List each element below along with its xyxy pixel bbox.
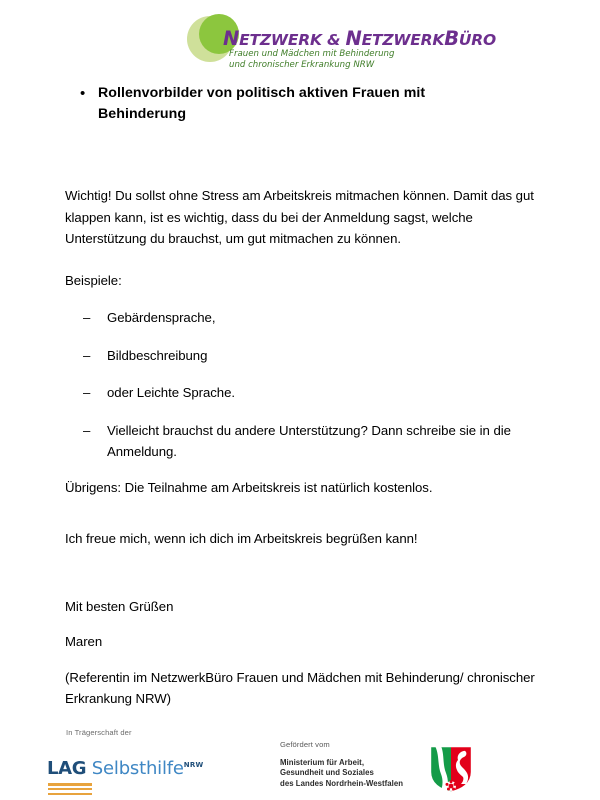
spacer <box>65 653 535 667</box>
paragraph-uebrigens: Übrigens: Die Teilnahme am Arbeitskreis ist natürlich kostenlos. <box>65 479 433 495</box>
dash-icon: – <box>83 310 91 325</box>
gefoerdert-label: Gefördert vom <box>280 740 330 749</box>
list-item <box>65 345 535 367</box>
netzwerk-logo <box>185 14 497 76</box>
lag-logo-superscript: NRW <box>183 761 204 769</box>
list-item <box>65 382 535 404</box>
logo-subtitle-line1: Frauen und Mädchen mit Behinderung <box>229 49 395 59</box>
spacer <box>65 250 535 270</box>
ministerium-block <box>280 758 403 789</box>
list-item-label: Bildbeschreibung <box>107 347 208 363</box>
list-item <box>65 420 535 463</box>
logo-wordmark-uero: ÜRO <box>458 31 497 49</box>
dash-icon: – <box>83 347 91 363</box>
page-title <box>80 83 480 125</box>
logo-wordmark-b: B <box>444 27 459 50</box>
list-item <box>65 307 535 329</box>
beispiele-label: Beispiele: <box>65 272 122 288</box>
logo-wordmark-etzwerk1: ETZWERK & <box>239 31 346 49</box>
ministerium-line-2: Gesundheit und Soziales <box>280 768 374 778</box>
lag-logo-light: Selbsthilfe <box>86 758 184 779</box>
dash-icon: – <box>83 422 91 438</box>
page-title-text: Rollenvorbilder von politisch aktiven Frauen mit Behinderung <box>98 85 426 122</box>
signature-role: (Referentin im NetzwerkBüro Frauen und Mädchen mit Behinderung/ chronischer Erkrankung NRW) <box>65 669 535 706</box>
logo-wordmark-etzwerk2: ETZWERK <box>361 31 445 49</box>
document-footer <box>0 718 600 800</box>
spacer <box>65 617 535 631</box>
list-item-label: oder Leichte Sprache. <box>107 385 235 400</box>
document-body <box>65 185 535 710</box>
ministerium-line-1: Ministerium für Arbeit, <box>280 758 365 767</box>
signature-name: Maren <box>65 634 103 649</box>
nrw-coat-of-arms-icon <box>428 744 474 794</box>
spacer <box>65 498 535 528</box>
logo-subtitle <box>229 49 394 71</box>
list-item-label: Gebärdensprache, <box>107 310 216 325</box>
logo-wordmark-n1: N <box>223 27 240 50</box>
logo-subtitle-line2: und chronischer Erkrankung NRW <box>229 60 375 70</box>
bullet-icon: • <box>80 85 86 102</box>
lag-logo-text <box>47 758 203 779</box>
dash-icon: – <box>83 385 91 400</box>
lag-selbsthilfe-logo <box>47 758 204 798</box>
ministerium-line-3: des Landes Nordrhein-Westfalen <box>280 778 404 788</box>
lag-logo-bars-icon <box>48 783 92 797</box>
spacer <box>65 463 535 477</box>
list-item-label: Vielleicht brauchst du andere Unterstützung? Dann schreibe sie in die Anmeldung. <box>107 422 511 459</box>
closing-greeting: Mit besten Grüßen <box>65 598 174 614</box>
paragraph-freue: Ich freue mich, wenn ich dich im Arbeitskreis begrüßen kann! <box>65 531 418 546</box>
logo-wordmark-n2: N <box>345 27 362 50</box>
spacer <box>65 550 535 596</box>
examples-list <box>65 307 535 463</box>
logo-wordmark <box>223 27 496 50</box>
traegerschaft-label: In Trägerschaft der <box>66 728 132 737</box>
lag-logo-bold: LAG <box>47 758 87 779</box>
paragraph-wichtig: Wichtig! Du sollst ohne Stress am Arbeitskreis mitmachen können. Damit das gut klappen kann, ist es wichtig, dass du bei der Anmeldung sagst, welche Unterstützung du brauchst, um gut mitmachen zu können. <box>65 188 534 246</box>
